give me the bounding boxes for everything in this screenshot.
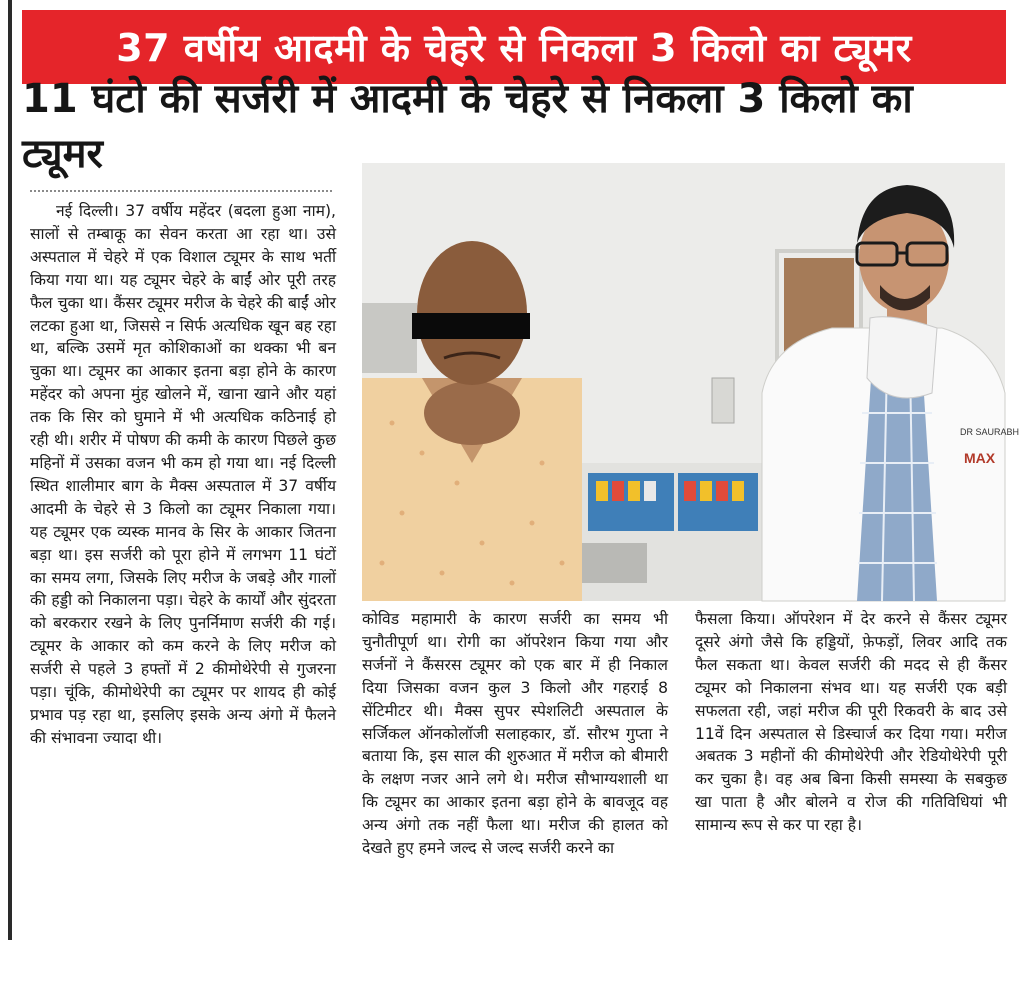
max-logo: MAX: [964, 450, 996, 466]
article-paragraph-3: फैसला किया। ऑपरेशन में देर करने से कैंसर ट्यूमर दूसरे अंगो जैसे कि हड्डियों, फ़ेफड़ों, लिवर आदि तक फैल सकता था। केवल सर्जरी की मदद से ही कैंसर ट्यूमर को निकालना संभव था। यह सर्जरी एक बड़ी सफलता रही, जहां मरीज की पूरी रिकवरी के बाद उसे 11वें दिन अस्पताल से डिस्चार्ज कर दिया गया। मरीज अबतक 3 महीनों की कीमोथेरेपी और रेडियोथेरेपी पूरी कर चुका है। वह अब बिना किसी समस्या के सबकुछ खा पाता है और बोलने व रोज की गतिविधियां भी सामान्य रूप से कर पा रहा है।: [695, 610, 1007, 835]
headline-title: 11 घंटो की सर्जरी में आदमी के चेहरे से निकला 3 किलो का ट्यूमर: [22, 76, 913, 177]
main-headline: [22, 76, 1006, 177]
banner-title: 37 वर्षीय आदमी के चेहरे से निकला 3 किलो का ट्यूमर: [116, 26, 912, 70]
article-column-3: [695, 608, 1007, 837]
dotted-divider: [30, 190, 332, 192]
page-left-rule: [8, 0, 12, 940]
article-paragraph-1: नई दिल्ली। 37 वर्षीय महेंदर (बदला हुआ नाम), सालों से तम्बाकू का सेवन करता आ रहा था। उसे अस्पताल में चेहरे में एक विशाल ट्यूमर के साथ भर्ती किया गया था। यह ट्यूमर चेहरे के बाईं ओर पूरी तरह फैल चुका था। कैंसर ट्यूमर मरीज के चेहरे की बाईं ओर लटका हुआ था, जिससे न सिर्फ अत्यधिक खून बह रहा था, बल्कि उसमें मृत कोशिकाओं का थक्का भी बन चुका था। ट्यूमर का आकार इतना बड़ा होने के कारण महेंदर को अपना मुंह खोलने में, खाना खाने और यहां तक कि सिर को घुमाने में भी अत्यधिक कठिनाई हो रही थी। शरीर में पोषण की कमी के कारण पिछले कुछ महिनों में उसका वजन भी कम हो गया था। नई दिल्ली स्थित शालीमार बाग के मैक्स अस्पताल में 37 वर्षीय आदमी के चेहरे से 3 किलो का ट्यूमर निकाला गया। यह ट्यूमर एक व्यस्क मानव के सिर के आकार जितना बड़ा था। इस सर्जरी को पूरा होने में लगभग 11 घंटों का समय लगा, जिसके लिए मरीज के जबड़े और गालों की हड्डी को निकालना पड़ा। चेहरे के कार्यों और सुंदरता को बरकरार रखने के लिए पुनर्निमाण सर्जरी की गई। ट्यूमर के आकार को कम करने के लिए मरीज को सर्जरी से पहले 3 हफ्तों में 2 कीमोथेरेपी से गुजरना पड़ा। चूंकि, कीमोथेरेपी का ट्यूमर पर शायद ही कोई प्रभाव पड़ रहा था, इसलिए इसके अन्य अंगो में फैलने की संभावना ज्यादा थी।: [30, 202, 336, 747]
news-photo: [362, 163, 1020, 601]
article-column-1: [30, 200, 336, 750]
doctor-badge: DR SAURABH: [960, 427, 1020, 437]
article-paragraph-2: कोविड महामारी के कारण सर्जरी का समय भी चुनौतीपूर्ण था। रोगी का ऑपरेशन किया गया और सर्जनों ने कैंसरस ट्यूमर को एक बार में ही निकाल दिया जिसका वजन कुल 3 किलो और गहराई 8 सेंटिमीटर थी। मैक्स सुपर स्पेशलिटी अस्पताल के सर्जिकल ऑनकोलॉजी सलाहकार, डॉ. सौरभ गुप्ता ने बताया कि, इस साल की शुरुआत में मरीज को बीमारी के लक्षण नजर आने लगे थे। मरीज सौभाग्यशाली था कि ट्यूमर का आकार इतना बड़ा होने के बावजूद वह अन्य अंगो तक नहीं फैला था। मरीज की हालत को देखते हुए हमने जल्द से जल्द सर्जरी करने का: [362, 610, 668, 858]
article-column-2: [362, 608, 668, 860]
photo-illustration: [362, 163, 1020, 601]
